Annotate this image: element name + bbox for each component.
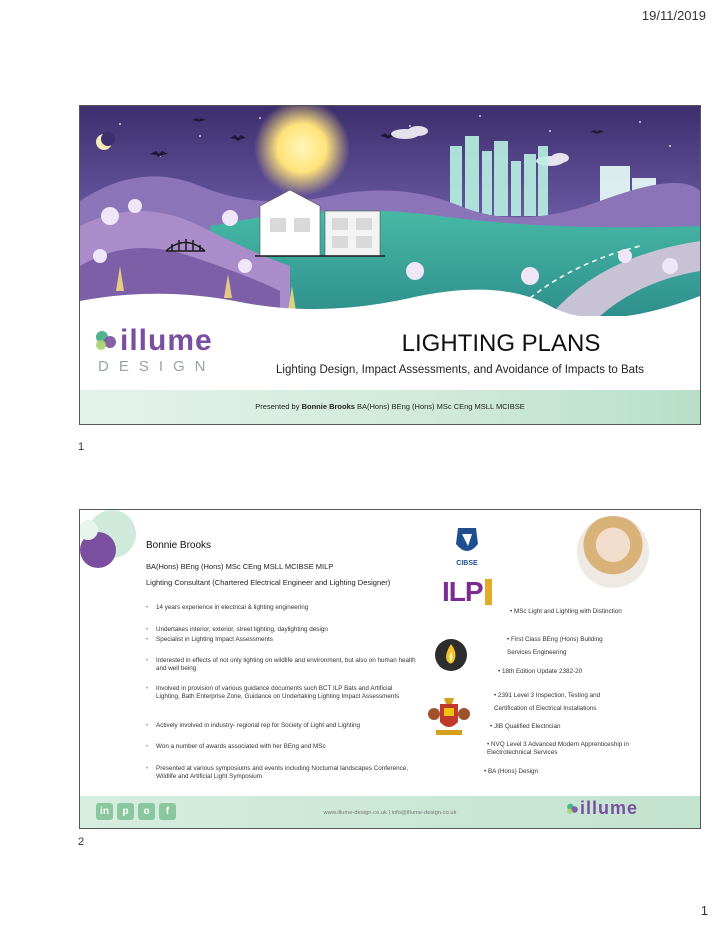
presented-prefix: Presented by <box>255 402 300 411</box>
slide-number-1: 1 <box>78 441 85 453</box>
page-date: 19/11/2019 <box>641 8 706 23</box>
consultant-photo <box>577 516 649 588</box>
coat-of-arms-icon <box>426 696 472 740</box>
slide-title: LIGHTING PLANS <box>401 330 601 357</box>
social-links <box>96 803 176 820</box>
footer-logo-petals-icon <box>566 803 580 815</box>
pinterest-icon[interactable]: p <box>117 803 134 820</box>
left-bullet: • Interested in effects of not only lighting on wildlife and environment, but also on human health and well being <box>146 657 416 672</box>
left-bullet: • Specialist in Lighting Impact Assessments <box>146 636 273 643</box>
presenter-name: Bonnie Brooks <box>301 402 355 411</box>
slide-2 <box>79 509 701 829</box>
flame-badge-icon <box>434 638 468 672</box>
right-bullet: • MSc Light and Lighting with Distinction <box>510 608 622 615</box>
ilp-logo-text: ILP <box>442 576 483 607</box>
left-bullet: • Won a number of awards associated with her BEng and MSc <box>146 743 326 750</box>
cibse-logo <box>450 524 484 568</box>
left-bullet: • Undertakes interior, exterior, street lighting, daylighting design <box>146 626 328 633</box>
cibse-logo-text: CIBSE <box>456 560 478 567</box>
logo-sub: DESIGN <box>98 358 216 375</box>
footer-logo <box>566 798 638 819</box>
slide-number-2: 2 <box>78 836 85 848</box>
presenter-quals: BA(Hons) BEng (Hons) MSc CEng MSLL MCIBSE <box>357 402 525 411</box>
facebook-icon[interactable]: f <box>159 803 176 820</box>
hero-illustration <box>80 106 700 316</box>
slide-subtitle: Lighting Design, Impact Assessments, and Avoidance of Impacts to Bats <box>276 364 644 376</box>
left-bullet: • Involved in provision of various guidance documents such BCT ILP Bats and Artificial Lighting, Bath Enterprise Zone, Guidance on Undertaking Lighting Impact Assessments <box>146 685 400 700</box>
left-bullet: • Presented at various symposiums and events including Nocturnal landscapes Conference, Wildlife and Artificial Light Symposium <box>146 765 409 780</box>
footer-contact: www.illume-design.co.uk | info@illume-design.co.uk <box>323 810 457 816</box>
corner-decoration <box>80 510 140 570</box>
instagram-icon[interactable]: o <box>138 803 155 820</box>
illume-logo <box>94 324 216 375</box>
left-bullet: • 14 years experience in electrical & lighting engineering <box>146 604 309 611</box>
logo-petals-icon <box>94 330 120 352</box>
page-number: 1 <box>700 903 708 918</box>
right-bullet: • NVQ Level 3 Advanced Modern Apprenticeship in Electrotechnical Services <box>487 741 629 757</box>
right-bullet: • 2391 Level 3 Inspection, Testing and Certification of Electrical Installations <box>494 692 601 712</box>
left-bullet: • Actively involved in industry- regional rep for Society of Light and Lighting <box>146 722 361 729</box>
consultant-role: Lighting Consultant (Chartered Electrical Engineer and Lighting Designer) <box>146 578 391 587</box>
slide-1 <box>79 105 701 425</box>
logo-word: illume <box>120 324 213 357</box>
right-bullet: • First Class BEng (Hons) Building Services Engineering <box>507 636 603 656</box>
right-bullet: • JIB Qualified Electrician <box>490 723 561 730</box>
consultant-name: Bonnie Brooks <box>146 540 212 551</box>
footer-logo-word: illume <box>580 798 639 818</box>
ilp-logo <box>442 576 492 608</box>
linkedin-icon[interactable]: in <box>96 803 113 820</box>
consultant-qualifications: BA(Hons) BEng (Hons) MSc CEng MSLL MCIBSE MILP <box>146 562 334 571</box>
right-bullet: • 18th Edition Update 2382-20 <box>498 668 583 675</box>
presented-by-band <box>80 390 700 424</box>
right-bullet: • BA (Hons) Design <box>484 768 539 775</box>
